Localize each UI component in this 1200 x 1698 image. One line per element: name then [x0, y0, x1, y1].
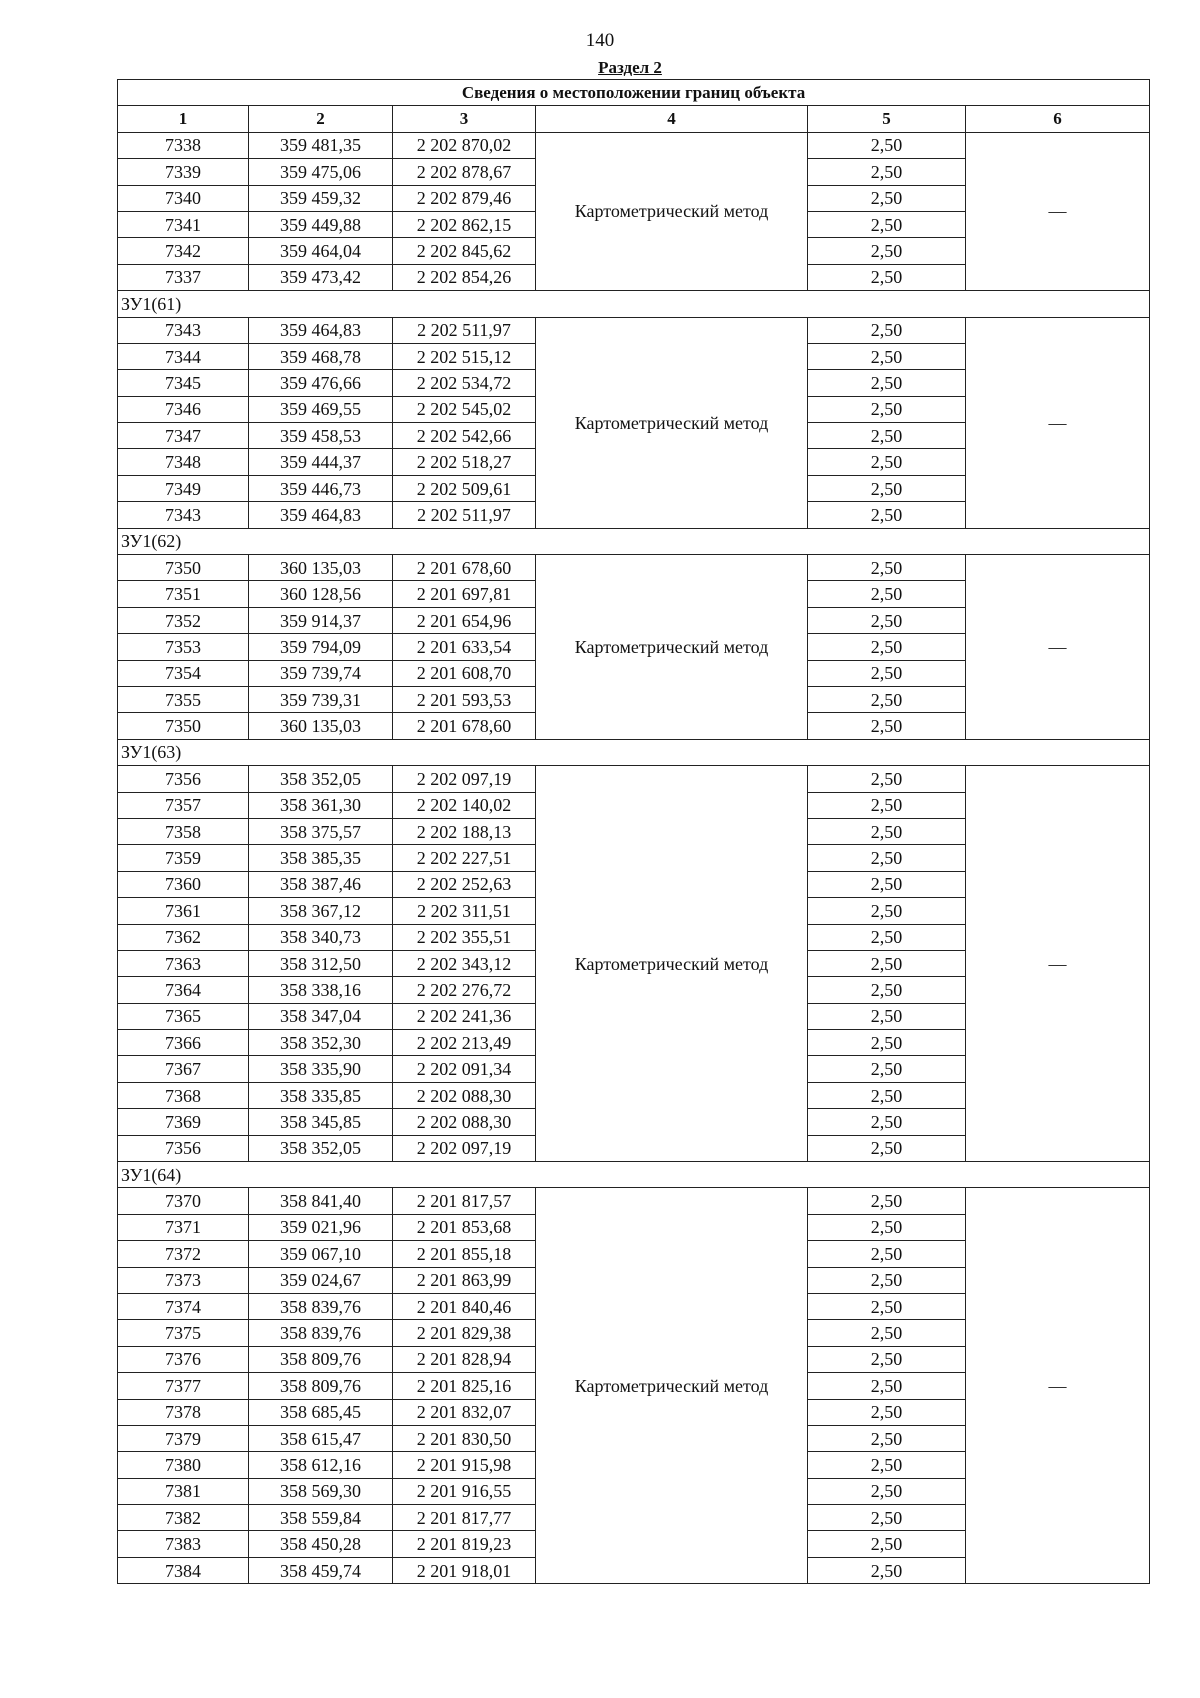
method-cell: Картометрический метод	[536, 317, 808, 528]
accuracy-cell: 2,50	[808, 686, 966, 712]
x-coordinate-cell: 359 446,73	[249, 475, 393, 501]
y-coordinate-cell: 2 201 915,98	[393, 1452, 536, 1478]
table-row	[118, 766, 1150, 792]
group-row	[118, 528, 1150, 554]
point-number-cell: 7376	[118, 1346, 249, 1372]
x-coordinate-cell: 359 444,37	[249, 449, 393, 475]
x-coordinate-cell: 358 685,45	[249, 1399, 393, 1425]
point-number-cell: 7347	[118, 423, 249, 449]
point-number-cell: 7375	[118, 1320, 249, 1346]
point-number-cell: 7338	[118, 132, 249, 158]
y-coordinate-cell: 2 201 918,01	[393, 1557, 536, 1583]
point-number-cell: 7380	[118, 1452, 249, 1478]
y-coordinate-cell: 2 201 819,23	[393, 1531, 536, 1557]
accuracy-cell: 2,50	[808, 449, 966, 475]
point-number-cell: 7342	[118, 238, 249, 264]
point-number-cell: 7383	[118, 1531, 249, 1557]
accuracy-cell: 2,50	[808, 1531, 966, 1557]
group-row	[118, 291, 1150, 317]
y-coordinate-cell: 2 202 878,67	[393, 159, 536, 185]
accuracy-cell: 2,50	[808, 555, 966, 581]
y-coordinate-cell: 2 202 355,51	[393, 924, 536, 950]
accuracy-cell: 2,50	[808, 1082, 966, 1108]
point-number-cell: 7356	[118, 766, 249, 792]
y-coordinate-cell: 2 201 855,18	[393, 1241, 536, 1267]
point-number-cell: 7350	[118, 555, 249, 581]
accuracy-cell: 2,50	[808, 502, 966, 528]
x-coordinate-cell: 358 809,76	[249, 1346, 393, 1372]
x-coordinate-cell: 359 468,78	[249, 343, 393, 369]
accuracy-cell: 2,50	[808, 1188, 966, 1214]
point-number-cell: 7365	[118, 1003, 249, 1029]
y-coordinate-cell: 2 202 515,12	[393, 343, 536, 369]
accuracy-cell: 2,50	[808, 1557, 966, 1583]
point-number-cell: 7363	[118, 950, 249, 976]
group-label: ЗУ1(62)	[118, 528, 1150, 554]
point-number-cell: 7340	[118, 185, 249, 211]
x-coordinate-cell: 358 841,40	[249, 1188, 393, 1214]
accuracy-cell: 2,50	[808, 370, 966, 396]
point-number-cell: 7364	[118, 977, 249, 1003]
accuracy-cell: 2,50	[808, 1373, 966, 1399]
accuracy-cell: 2,50	[808, 713, 966, 739]
y-coordinate-cell: 2 201 633,54	[393, 634, 536, 660]
y-coordinate-cell: 2 201 840,46	[393, 1293, 536, 1319]
x-coordinate-cell: 359 024,67	[249, 1267, 393, 1293]
x-coordinate-cell: 358 375,57	[249, 818, 393, 844]
accuracy-cell: 2,50	[808, 871, 966, 897]
accuracy-cell: 2,50	[808, 1452, 966, 1478]
y-coordinate-cell: 2 202 518,27	[393, 449, 536, 475]
y-coordinate-cell: 2 202 088,30	[393, 1109, 536, 1135]
point-number-cell: 7368	[118, 1082, 249, 1108]
y-coordinate-cell: 2 202 534,72	[393, 370, 536, 396]
x-coordinate-cell: 359 473,42	[249, 264, 393, 290]
point-number-cell: 7358	[118, 818, 249, 844]
x-coordinate-cell: 358 367,12	[249, 898, 393, 924]
note-cell: —	[966, 317, 1150, 528]
accuracy-cell: 2,50	[808, 581, 966, 607]
accuracy-cell: 2,50	[808, 950, 966, 976]
accuracy-cell: 2,50	[808, 1267, 966, 1293]
point-number-cell: 7379	[118, 1425, 249, 1451]
point-number-cell: 7339	[118, 159, 249, 185]
x-coordinate-cell: 358 347,04	[249, 1003, 393, 1029]
y-coordinate-cell: 2 202 088,30	[393, 1082, 536, 1108]
note-cell: —	[966, 132, 1150, 290]
y-coordinate-cell: 2 201 829,38	[393, 1320, 536, 1346]
group-label: ЗУ1(63)	[118, 739, 1150, 765]
point-number-cell: 7343	[118, 502, 249, 528]
x-coordinate-cell: 359 476,66	[249, 370, 393, 396]
point-number-cell: 7348	[118, 449, 249, 475]
table-row	[118, 132, 1150, 158]
y-coordinate-cell: 2 201 916,55	[393, 1478, 536, 1504]
page-number: 140	[585, 30, 615, 51]
header-row	[118, 106, 1150, 132]
x-coordinate-cell: 360 135,03	[249, 713, 393, 739]
x-coordinate-cell: 358 839,76	[249, 1320, 393, 1346]
x-coordinate-cell: 360 135,03	[249, 555, 393, 581]
x-coordinate-cell: 358 340,73	[249, 924, 393, 950]
point-number-cell: 7361	[118, 898, 249, 924]
accuracy-cell: 2,50	[808, 1505, 966, 1531]
accuracy-cell: 2,50	[808, 1003, 966, 1029]
accuracy-cell: 2,50	[808, 1135, 966, 1161]
point-number-cell: 7343	[118, 317, 249, 343]
accuracy-cell: 2,50	[808, 898, 966, 924]
accuracy-cell: 2,50	[808, 1056, 966, 1082]
column-header: 2	[249, 106, 393, 132]
point-number-cell: 7346	[118, 396, 249, 422]
point-number-cell: 7378	[118, 1399, 249, 1425]
accuracy-cell: 2,50	[808, 1030, 966, 1056]
y-coordinate-cell: 2 202 188,13	[393, 818, 536, 844]
table-caption: Сведения о местоположении границ объекта	[118, 80, 1150, 106]
note-cell: —	[966, 555, 1150, 740]
x-coordinate-cell: 359 469,55	[249, 396, 393, 422]
y-coordinate-cell: 2 202 311,51	[393, 898, 536, 924]
x-coordinate-cell: 358 352,30	[249, 1030, 393, 1056]
x-coordinate-cell: 359 464,83	[249, 502, 393, 528]
y-coordinate-cell: 2 202 091,34	[393, 1056, 536, 1082]
accuracy-cell: 2,50	[808, 159, 966, 185]
x-coordinate-cell: 359 914,37	[249, 607, 393, 633]
point-number-cell: 7371	[118, 1214, 249, 1240]
x-coordinate-cell: 359 481,35	[249, 132, 393, 158]
y-coordinate-cell: 2 201 830,50	[393, 1425, 536, 1451]
accuracy-cell: 2,50	[808, 1109, 966, 1135]
accuracy-cell: 2,50	[808, 132, 966, 158]
x-coordinate-cell: 359 458,53	[249, 423, 393, 449]
point-number-cell: 7381	[118, 1478, 249, 1504]
x-coordinate-cell: 358 335,90	[249, 1056, 393, 1082]
point-number-cell: 7354	[118, 660, 249, 686]
y-coordinate-cell: 2 202 227,51	[393, 845, 536, 871]
x-coordinate-cell: 358 385,35	[249, 845, 393, 871]
x-coordinate-cell: 359 449,88	[249, 211, 393, 237]
method-cell: Картометрический метод	[536, 766, 808, 1162]
point-number-cell: 7353	[118, 634, 249, 660]
x-coordinate-cell: 358 387,46	[249, 871, 393, 897]
accuracy-cell: 2,50	[808, 264, 966, 290]
accuracy-cell: 2,50	[808, 423, 966, 449]
point-number-cell: 7373	[118, 1267, 249, 1293]
y-coordinate-cell: 2 202 854,26	[393, 264, 536, 290]
accuracy-cell: 2,50	[808, 185, 966, 211]
accuracy-cell: 2,50	[808, 211, 966, 237]
y-coordinate-cell: 2 201 593,53	[393, 686, 536, 712]
y-coordinate-cell: 2 202 545,02	[393, 396, 536, 422]
point-number-cell: 7360	[118, 871, 249, 897]
group-label: ЗУ1(64)	[118, 1162, 1150, 1188]
y-coordinate-cell: 2 201 817,77	[393, 1505, 536, 1531]
y-coordinate-cell: 2 201 697,81	[393, 581, 536, 607]
x-coordinate-cell: 358 459,74	[249, 1557, 393, 1583]
x-coordinate-cell: 358 361,30	[249, 792, 393, 818]
point-number-cell: 7355	[118, 686, 249, 712]
x-coordinate-cell: 359 739,31	[249, 686, 393, 712]
point-number-cell: 7362	[118, 924, 249, 950]
y-coordinate-cell: 2 201 853,68	[393, 1214, 536, 1240]
x-coordinate-cell: 359 475,06	[249, 159, 393, 185]
table-row	[118, 555, 1150, 581]
point-number-cell: 7344	[118, 343, 249, 369]
accuracy-cell: 2,50	[808, 792, 966, 818]
accuracy-cell: 2,50	[808, 317, 966, 343]
note-cell: —	[966, 1188, 1150, 1584]
column-header: 6	[966, 106, 1150, 132]
y-coordinate-cell: 2 202 097,19	[393, 766, 536, 792]
y-coordinate-cell: 2 202 097,19	[393, 1135, 536, 1161]
x-coordinate-cell: 358 839,76	[249, 1293, 393, 1319]
x-coordinate-cell: 358 569,30	[249, 1478, 393, 1504]
point-number-cell: 7359	[118, 845, 249, 871]
section-title: Раздел 2	[598, 58, 662, 77]
point-number-cell: 7382	[118, 1505, 249, 1531]
method-cell: Картометрический метод	[536, 555, 808, 740]
accuracy-cell: 2,50	[808, 238, 966, 264]
x-coordinate-cell: 358 450,28	[249, 1531, 393, 1557]
y-coordinate-cell: 2 202 276,72	[393, 977, 536, 1003]
point-number-cell: 7366	[118, 1030, 249, 1056]
x-coordinate-cell: 358 559,84	[249, 1505, 393, 1531]
x-coordinate-cell: 358 809,76	[249, 1373, 393, 1399]
y-coordinate-cell: 2 202 542,66	[393, 423, 536, 449]
note-cell: —	[966, 766, 1150, 1162]
table-row	[118, 317, 1150, 343]
x-coordinate-cell: 358 338,16	[249, 977, 393, 1003]
point-number-cell: 7369	[118, 1109, 249, 1135]
y-coordinate-cell: 2 202 252,63	[393, 871, 536, 897]
point-number-cell: 7384	[118, 1557, 249, 1583]
y-coordinate-cell: 2 202 511,97	[393, 317, 536, 343]
y-coordinate-cell: 2 202 511,97	[393, 502, 536, 528]
group-row	[118, 739, 1150, 765]
y-coordinate-cell: 2 202 241,36	[393, 1003, 536, 1029]
accuracy-cell: 2,50	[808, 1478, 966, 1504]
accuracy-cell: 2,50	[808, 818, 966, 844]
y-coordinate-cell: 2 201 825,16	[393, 1373, 536, 1399]
x-coordinate-cell: 360 128,56	[249, 581, 393, 607]
accuracy-cell: 2,50	[808, 475, 966, 501]
x-coordinate-cell: 359 794,09	[249, 634, 393, 660]
y-coordinate-cell: 2 202 879,46	[393, 185, 536, 211]
boundary-coordinates-table	[117, 79, 1150, 1584]
accuracy-cell: 2,50	[808, 1346, 966, 1372]
x-coordinate-cell: 358 345,85	[249, 1109, 393, 1135]
y-coordinate-cell: 2 202 140,02	[393, 792, 536, 818]
accuracy-cell: 2,50	[808, 845, 966, 871]
accuracy-cell: 2,50	[808, 1241, 966, 1267]
y-coordinate-cell: 2 202 509,61	[393, 475, 536, 501]
y-coordinate-cell: 2 201 863,99	[393, 1267, 536, 1293]
point-number-cell: 7374	[118, 1293, 249, 1319]
point-number-cell: 7349	[118, 475, 249, 501]
point-number-cell: 7357	[118, 792, 249, 818]
y-coordinate-cell: 2 202 343,12	[393, 950, 536, 976]
x-coordinate-cell: 359 464,83	[249, 317, 393, 343]
point-number-cell: 7356	[118, 1135, 249, 1161]
column-header: 5	[808, 106, 966, 132]
point-number-cell: 7370	[118, 1188, 249, 1214]
x-coordinate-cell: 359 067,10	[249, 1241, 393, 1267]
y-coordinate-cell: 2 202 213,49	[393, 1030, 536, 1056]
accuracy-cell: 2,50	[808, 977, 966, 1003]
method-cell: Картометрический метод	[536, 1188, 808, 1584]
point-number-cell: 7352	[118, 607, 249, 633]
x-coordinate-cell: 358 352,05	[249, 766, 393, 792]
table-row	[118, 1188, 1150, 1214]
accuracy-cell: 2,50	[808, 924, 966, 950]
x-coordinate-cell: 359 021,96	[249, 1214, 393, 1240]
x-coordinate-cell: 358 612,16	[249, 1452, 393, 1478]
x-coordinate-cell: 359 739,74	[249, 660, 393, 686]
y-coordinate-cell: 2 201 817,57	[393, 1188, 536, 1214]
point-number-cell: 7345	[118, 370, 249, 396]
accuracy-cell: 2,50	[808, 1399, 966, 1425]
table-body	[118, 80, 1150, 1584]
y-coordinate-cell: 2 201 654,96	[393, 607, 536, 633]
accuracy-cell: 2,50	[808, 766, 966, 792]
column-header: 3	[393, 106, 536, 132]
caption-row	[118, 80, 1150, 106]
x-coordinate-cell: 358 335,85	[249, 1082, 393, 1108]
y-coordinate-cell: 2 201 678,60	[393, 713, 536, 739]
y-coordinate-cell: 2 201 678,60	[393, 555, 536, 581]
accuracy-cell: 2,50	[808, 634, 966, 660]
group-label: ЗУ1(61)	[118, 291, 1150, 317]
y-coordinate-cell: 2 201 608,70	[393, 660, 536, 686]
accuracy-cell: 2,50	[808, 1214, 966, 1240]
point-number-cell: 7337	[118, 264, 249, 290]
accuracy-cell: 2,50	[808, 1320, 966, 1346]
y-coordinate-cell: 2 202 845,62	[393, 238, 536, 264]
y-coordinate-cell: 2 201 828,94	[393, 1346, 536, 1372]
x-coordinate-cell: 358 352,05	[249, 1135, 393, 1161]
x-coordinate-cell: 358 615,47	[249, 1425, 393, 1451]
method-cell: Картометрический метод	[536, 132, 808, 290]
point-number-cell: 7367	[118, 1056, 249, 1082]
point-number-cell: 7350	[118, 713, 249, 739]
accuracy-cell: 2,50	[808, 607, 966, 633]
y-coordinate-cell: 2 202 862,15	[393, 211, 536, 237]
x-coordinate-cell: 359 464,04	[249, 238, 393, 264]
accuracy-cell: 2,50	[808, 1425, 966, 1451]
x-coordinate-cell: 359 459,32	[249, 185, 393, 211]
point-number-cell: 7377	[118, 1373, 249, 1399]
group-row	[118, 1162, 1150, 1188]
column-header: 1	[118, 106, 249, 132]
accuracy-cell: 2,50	[808, 396, 966, 422]
column-header: 4	[536, 106, 808, 132]
point-number-cell: 7341	[118, 211, 249, 237]
x-coordinate-cell: 358 312,50	[249, 950, 393, 976]
point-number-cell: 7351	[118, 581, 249, 607]
y-coordinate-cell: 2 201 832,07	[393, 1399, 536, 1425]
point-number-cell: 7372	[118, 1241, 249, 1267]
accuracy-cell: 2,50	[808, 1293, 966, 1319]
accuracy-cell: 2,50	[808, 343, 966, 369]
accuracy-cell: 2,50	[808, 660, 966, 686]
y-coordinate-cell: 2 202 870,02	[393, 132, 536, 158]
